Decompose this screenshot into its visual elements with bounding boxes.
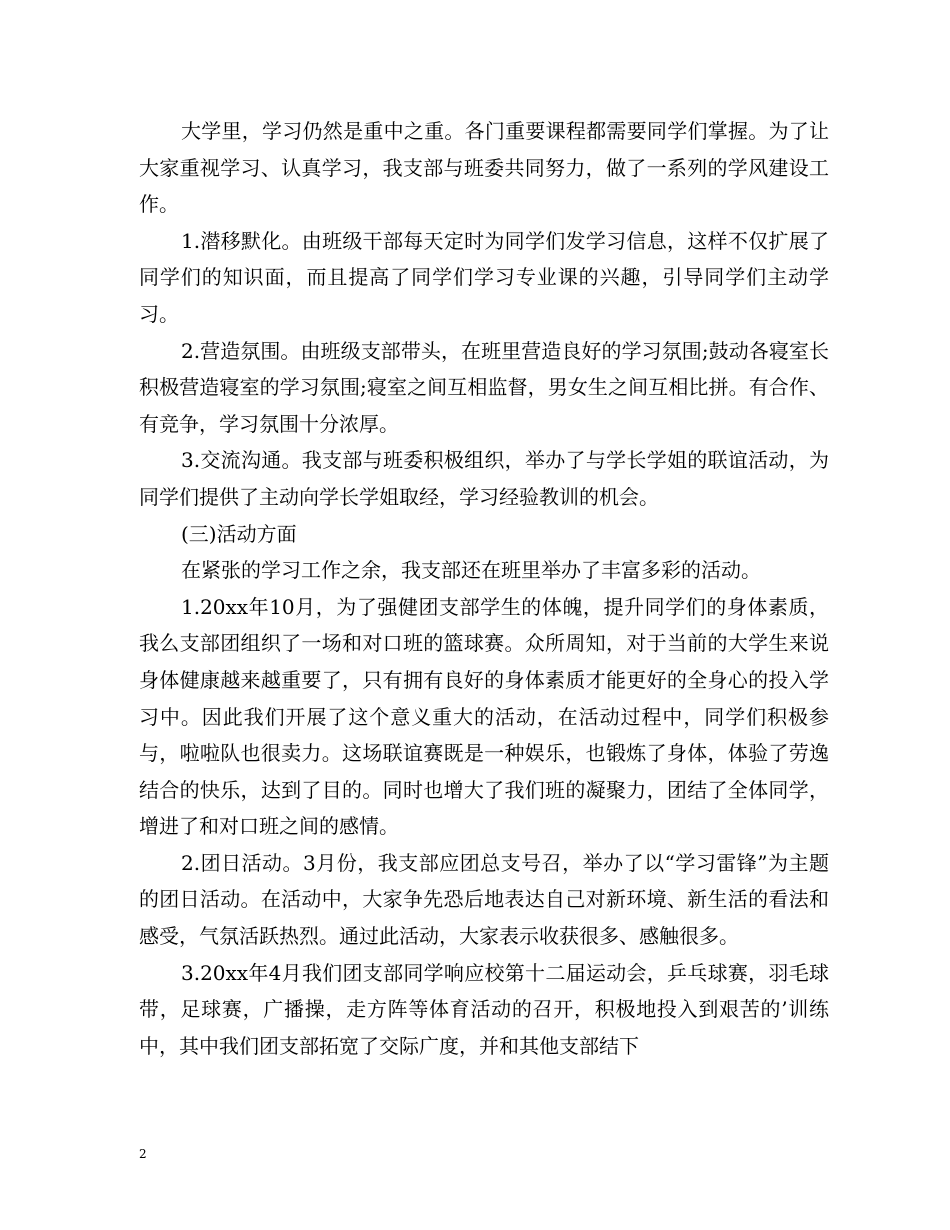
paragraph-item-communication: 3.交流沟通。我支部与班委积极组织，举办了与学长学姐的联谊活动，为同学们提供了主动向学长学姐取经，学习经验教训的机会。 (139, 448, 829, 509)
paragraph-item-atmosphere: 2.营造氛围。由班级支部带头，在班里营造良好的学习氛围;鼓动各寝室长积极营造寝室的学习氛围;寝室之间互相监督，男女生之间互相比拼。有合作、有竞争，学习氛围十分浓厚。 (139, 338, 829, 436)
paragraph-activities-intro: 在紧张的学习工作之余，我支部还在班里举办了丰富多彩的活动。 (181, 558, 761, 583)
document-body (139, 113, 829, 1064)
paragraph-item-influence: 1.潜移默化。由班级干部每天定时为同学们发学习信息，这样不仅扩展了同学们的知识面，而且提高了同学们学习专业课的兴趣，引导同学们主动学习。 (139, 228, 829, 326)
section-heading-activities: (三)活动方面 (181, 521, 297, 546)
page-number: 2 (139, 1147, 147, 1161)
paragraph-item-sports-meet: 3.20xx年4月我们团支部同学响应校第十二届运动会，乒乓球赛，羽毛球带，足球赛，广播操，走方阵等体育活动的召开，积极地投入到艰苦的’训练中，其中我们团支部拓宽了交际广度，并和其他支部结下 (139, 960, 829, 1058)
paragraph-item-basketball: 1.20xx年10月，为了强健团支部学生的体魄，提升同学们的身体素质，我么支部团组织了一场和对口班的篮球赛。众所周知，对于当前的大学生来说身体健康越来越重要了，只有拥有良好的身体素质才能更好的全身心的投入学习中。因此我们开展了这个意义重大的活动，在活动过程中，同学们积极参与，啦啦队也很卖力。这场联谊赛既是一种娱乐，也锻炼了身体，体验了劳逸结合的快乐，达到了目的。同时也增大了我们班的凝聚力，团结了全体同学，增进了和对口班之间的感情。 (139, 594, 829, 839)
paragraph-study-intro: 大学里，学习仍然是重中之重。各门重要课程都需要同学们掌握。为了让大家重视学习、认真学习，我支部与班委共同努力，做了一系列的学风建设工作。 (139, 119, 829, 217)
paragraph-item-league-day: 2.团日活动。3月份，我支部应团总支号召，举办了以“学习雷锋”为主题的团日活动。在活动中，大家争先恐后地表达自己对新环境、新生活的看法和感受，气氛活跃热烈。通过此活动，大家表示收获很多、感触很多。 (139, 850, 829, 949)
